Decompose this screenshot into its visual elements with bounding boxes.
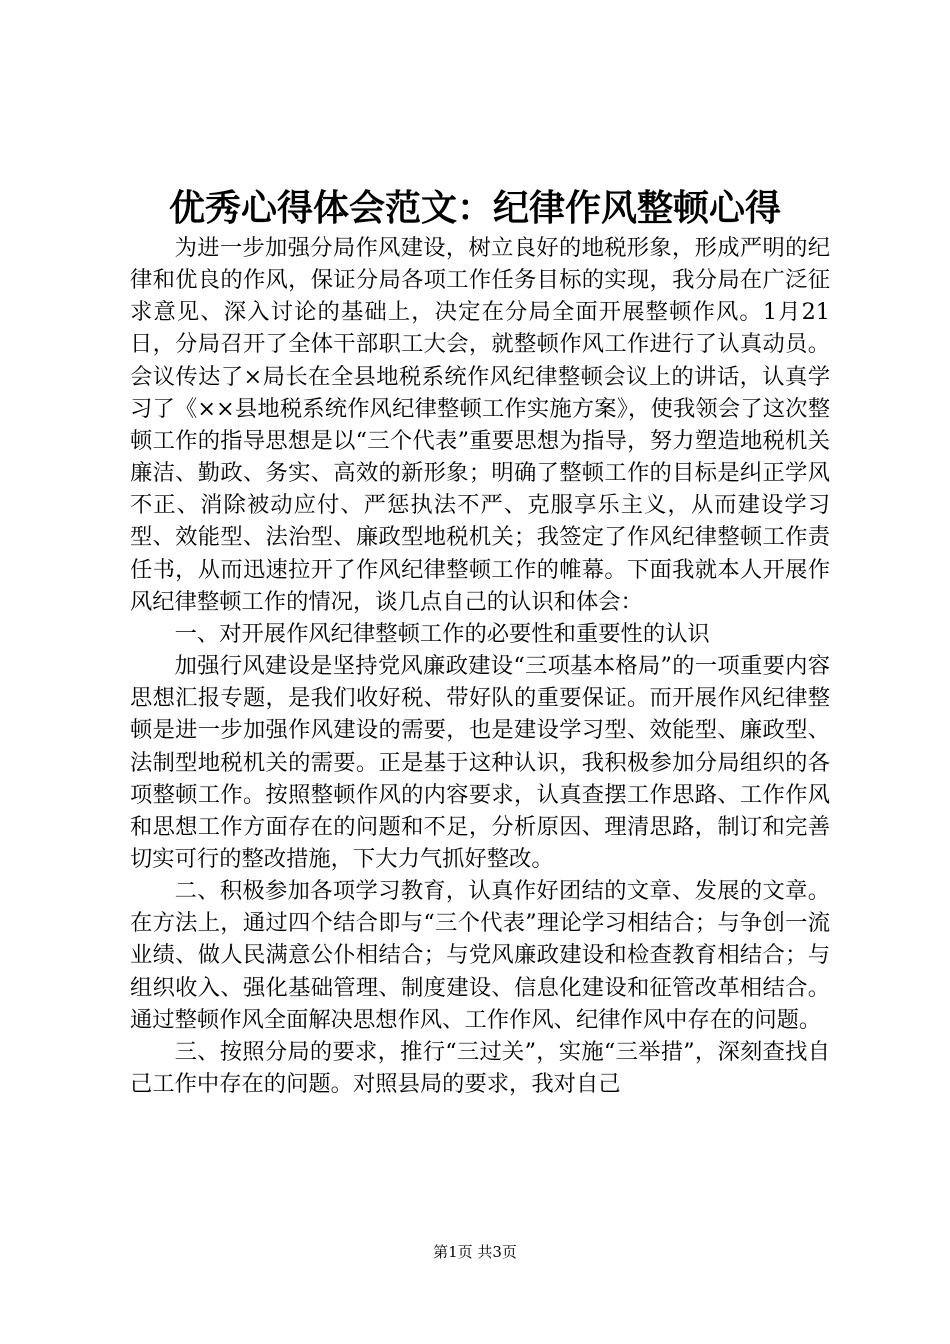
document-body bbox=[130, 232, 830, 1100]
paragraph-section-three: 三、按照分局的要求，推行“三过关”，实施“三举措”，深刻查找自己工作中存在的问题。对照县局的要求，我对自己 bbox=[130, 1038, 830, 1098]
paragraph-intro: 为进一步加强分局作风建设，树立良好的地税形象，形成严明的纪律和优良的作风，保证分局各项工作任务目标的实现，我分局在广泛征求意见、深入讨论的基础上，决定在分局全面开展整顿作风。1月21日，分局召开了全体干部职工大会，就整顿作风工作进行了认真动员。会议传达了×局长在全县地税系统作风纪律整顿会议上的讲话，认真学习了《××县地税系统作风纪律整顿工作实施方案》，使我领会了这次整顿工作的指导思想是以“三个代表”重要思想为指导，努力塑造地税机关廉洁、勤政、务实、高效的新形象；明确了整顿工作的目标是纠正学风不正、消除被动应付、严惩执法不严、克服享乐主义，从而建设学习型、效能型、法治型、廉政型地税机关；我签定了作风纪律整顿工作责任书，从而迅速拉开了作风纪律整顿工作的帷幕。下面我就本人开展作风纪律整顿工作的情况，谈几点自己的认识和体会： bbox=[130, 235, 830, 615]
paragraph-section-one-body: 加强行风建设是坚持党风廉政建设“三项基本格局”的一项重要内容思想汇报专题，是我们收好税、带好队的重要保证。而开展作风纪律整顿是进一步加强作风建设的需要，也是建设学习型、效能型、廉政型、法制型地税机关的需要。正是基于这种认识，我积极参加分局组织的各项整顿工作。按照整顿作风的内容要求，认真查摆工作思路、工作作风和思想工作方面存在的问题和不足，分析原因、理清思路，制订和完善切实可行的整改措施，下大力气抓好整改。 bbox=[130, 653, 830, 872]
paragraph-section-one-heading: 一、对开展作风纪律整顿工作的必要性和重要性的认识 bbox=[174, 620, 710, 647]
paragraph-section-two: 二、积极参加各项学习教育，认真作好团结的文章、发展的文章。在方法上，通过四个结合即与“三个代表”理论学习相结合；与争创一流业绩、做人民满意公仆相结合；与党风廉政建设和检查教育相结合；与组织收入、强化基础管理、制度建设、信息化建设和征管改革相结合。通过整顿作风全面解决思想作风、工作作风、纪律作风中存在的问题。 bbox=[130, 878, 830, 1033]
document-title: 优秀心得体会范文：纪律作风整顿心得 bbox=[168, 187, 781, 229]
page-footer: 第1页 共3页 bbox=[433, 1243, 517, 1261]
